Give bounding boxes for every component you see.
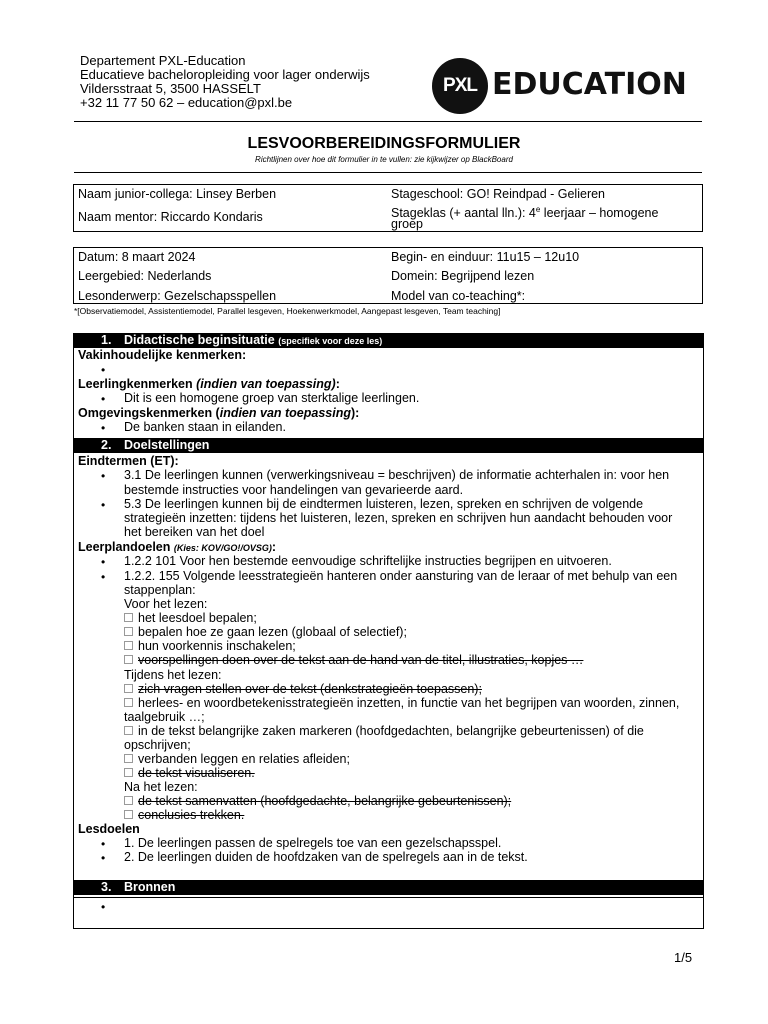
page-number: 1/5 [674, 950, 693, 965]
tijdens-item: herlees- en woordbetekenisstrategieën inzetten, in functie van het begrijpen van woorden, zinnen, [124, 696, 679, 711]
time: Begin- en einduur: 11u15 – 12u10 [391, 250, 580, 264]
lesson-topic: Lesonderwerp: Gezelschapsspellen [78, 289, 277, 303]
page-subtitle: Richtlijnen over hoe dit formulier in te vullen: zie kijkwijzer op BlackBoard [255, 155, 513, 164]
domain: Domein: Begrijpend lezen [391, 269, 535, 283]
lpd-item-2: 1.2.2. 155 Volgende leesstrategieën hanteren onder aansturing van de leraar of met behulp van een [124, 569, 678, 583]
checkbox-icon [124, 613, 133, 622]
logo-text: EDUCATION [492, 67, 687, 102]
title-rule [74, 172, 702, 173]
eindtermen-label: Eindtermen (ET): [78, 454, 179, 468]
coteaching-note: *[Observatiemodel, Assistentiemodel, Parallel lesgeven, Hoekenwerkmodel, Aangepast lesgeven, Team teaching] [74, 306, 501, 316]
tijdens-item-struck: zich vragen stellen over de tekst (denkstrategieën toepassen); [124, 682, 482, 697]
pxl-logo-mark: PXL [432, 58, 488, 114]
stage-school: Stageschool: GO! Reindpad - Gelieren [391, 187, 606, 201]
leerling-kenmerken: Leerlingkenmerken (indien van toepassing): [78, 377, 340, 391]
voor-item: bepalen hoe ze gaan lezen (globaal of selectief); [124, 625, 407, 640]
tijdens-item-struck: de tekst visualiseren. [124, 766, 255, 781]
omgevings-kenmerken: Omgevingskenmerken (indien van toepassing): [78, 406, 360, 420]
page-title: LESVOORBEREIDINGSFORMULIER [247, 135, 521, 152]
lpd-item-1: 1.2.2 101 Voor hen bestemde eenvoudige schriftelijke instructies begrijpen en uitvoeren. [124, 554, 612, 568]
voor-item: hun voorkennis inschakelen; [124, 639, 296, 654]
et-item-2: 5.3 De leerlingen kunnen bij de eindtermen luisteren, lezen, spreken en schrijven de volgende [124, 497, 644, 511]
omgevings-item: De banken staan in eilanden. [124, 420, 286, 434]
stage-class-cont: groep [391, 217, 423, 231]
date: Datum: 8 maart 2024 [78, 250, 196, 264]
tijdens-item-cont: taalgebruik …; [124, 710, 205, 724]
lesdoelen-label: Lesdoelen [78, 822, 140, 836]
tijdens-item-cont: opschrijven; [124, 738, 191, 752]
mentor-name: Naam mentor: Riccardo Kondaris [78, 210, 263, 224]
dept-name: Departement PXL-Education [80, 53, 246, 68]
voor-het-lezen: Voor het lezen: [124, 597, 208, 611]
tijdens-item: in de tekst belangrijke zaken markeren (hoofdgedachten, belangrijke gebeurtenissen) of die [124, 724, 644, 739]
na-het-lezen: Na het lezen: [124, 780, 198, 794]
na-item-struck: de tekst samenvatten (hoofdgedachte, belangrijke gebeurtenissen); [124, 794, 511, 809]
et-item-1-cont: bestemde instructies voor handelingen van gevarieerde aard. [124, 483, 464, 497]
contact: +32 11 77 50 62 – education@pxl.be [80, 95, 293, 110]
checkbox-icon [124, 684, 133, 693]
section-1-header: 1. Didactische beginsituatie (specifiek voor deze les) [73, 333, 704, 348]
coteaching-model: Model van co-teaching*: [391, 289, 526, 303]
tijdens-het-lezen: Tijdens het lezen: [124, 668, 222, 682]
checkbox-icon [124, 627, 133, 636]
stage-class: Stageklas (+ aantal lln.): 4e leerjaar – homogene [391, 205, 659, 221]
na-item-struck: conclusies trekken. [124, 808, 244, 823]
program-name: Educatieve bacheloropleiding voor lager onderwijs [80, 67, 370, 82]
leerplandoelen-label: Leerplandoelen (Kies: KOV/GO!/OVSG): [78, 540, 277, 554]
header-rule [74, 121, 702, 122]
checkbox-icon [124, 768, 133, 777]
section-3-header: 3. Bronnen [73, 880, 704, 895]
checkbox-icon [124, 698, 133, 707]
subject-area: Leergebied: Nederlands [78, 269, 212, 283]
checkbox-icon [124, 810, 133, 819]
voor-item-struck: voorspellingen doen over de tekst aan de hand van de titel, illustraties, kopjes … [124, 653, 583, 668]
lesdoel-2: 2. De leerlingen duiden de hoofdzaken van de spelregels aan in de tekst. [124, 850, 528, 864]
checkbox-icon [124, 754, 133, 763]
et-item-1: 3.1 De leerlingen kunnen (verwerkingsniveau = beschrijven) de informatie achterhalen in: voor hen [124, 468, 670, 482]
leerling-item: Dit is een homogene groep van sterktalige leerlingen. [124, 391, 420, 405]
et-item-2-cont2: het bereiken van het doel [124, 525, 265, 539]
bullet: • [101, 363, 106, 377]
tijdens-item: verbanden leggen en relaties afleiden; [124, 752, 350, 767]
checkbox-icon [124, 796, 133, 805]
pxl-education-logo [432, 58, 688, 114]
vak-kenmerken: Vakinhoudelijke kenmerken: [78, 348, 247, 362]
checkbox-icon [124, 655, 133, 664]
lesdoel-1: 1. De leerlingen passen de spelregels toe van een gezelschapsspel. [124, 836, 502, 850]
junior-name: Naam junior-collega: Linsey Berben [78, 187, 277, 201]
checkbox-icon [124, 641, 133, 650]
checkbox-icon [124, 726, 133, 735]
address: Vildersstraat 5, 3500 HASSELT [80, 81, 261, 96]
section-3-rule [73, 897, 704, 898]
et-item-2-cont: strategieën inzetten: tijdens het luisteren, lezen, spreken en schrijven hun aandacht behouden voor [124, 511, 673, 525]
lpd-item-2-cont: stappenplan: [124, 583, 196, 597]
voor-item: het leesdoel bepalen; [124, 611, 257, 626]
section-2-header: 2. Doelstellingen [73, 438, 704, 453]
